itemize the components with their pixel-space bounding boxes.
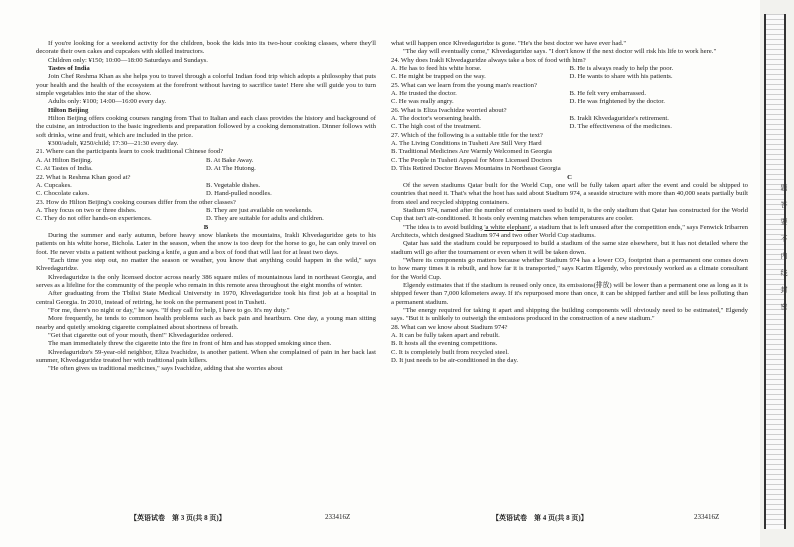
option-a: A. The doctor's worsening health. [391, 115, 482, 123]
option-row [36, 215, 376, 223]
seal-char: 答 [780, 201, 788, 209]
paragraph: Elgendy estimates that if the stadium is reused only once, its emissions(排放) will be lower than a permanent one as long as it is shipped fewer than 7,000 kilometers away. If it's repurposed more than once, it can be shipped farther and still be less polluting than a permanent stadium. [391, 281, 748, 306]
left-column [36, 40, 376, 374]
exam-code-right: 233416Z [694, 513, 720, 521]
option-d: D. Hand-pulled noodles. [206, 190, 272, 198]
question-stem: 21. Where can the participants learn to cook traditional Chinese food? [36, 148, 224, 156]
seal-char: 题 [780, 184, 788, 192]
option-row [36, 165, 376, 173]
seal-char: 封 [780, 286, 788, 294]
paragraph: Of the seven stadiums Qatar built for the World Cup, one will be fully taken apart after the event and could be shipped to countries that need it. That's what the host has said about Stadium 974, a seaside structure with more than 40,000 seats partially built from steel and recycled shipping containers. [391, 181, 748, 206]
option-row [36, 207, 376, 215]
section-title: Tastes of India [48, 65, 90, 73]
paragraph: Khvedaguridze's 59-year-old neighbor, Eliza Ivachidze, is another patient. When she complained of pain in her back last summer, Khvedaguridze treated her with traditional pain killers. [36, 348, 376, 365]
paragraph: Qatar has said the stadium could be repurposed to build a stadium of the same size elsewhere, but it has not detailed where the stadium will go after the tournament or even when it will be taken down. [391, 240, 748, 256]
option-b: B. Traditional Medicines Are Warmly Welcomed in Georgia [391, 148, 552, 156]
question-stem: 24. Why does Irakli Khvedaguridze always take a box of food with him? [391, 56, 586, 64]
option-c: C. It is completely built from recycled steel. [391, 348, 509, 356]
paragraph [391, 224, 748, 241]
paragraph: "For me, there's no night or day," he says. "If they call for help, I have to go. It's my duty." [48, 307, 290, 314]
section-heading-c: C [567, 173, 572, 181]
quote-end: , a stadium that is left unused after the competition ends," says Fenwick Iribarren Architects, which designed Stadium 974 and two other World Cup stadiums. [391, 223, 749, 239]
binding-seal-text [777, 180, 791, 370]
paragraph: Hilton Beijing offers cooking courses ranging from Thai to Italian and each class provides the history and background of the cuisine, an introduction to the basic ingredients and preparation followed by a cooking demonstration. Dinner follows with soft drinks, wine and fruit, which are included in the price. [36, 115, 376, 139]
option-row [391, 115, 748, 123]
right-column [391, 40, 748, 365]
option-row [391, 98, 748, 106]
question-stem: 26. What is Eliza Ivachidze worried about? [391, 106, 507, 114]
question-stem: 22. What is Reshma Khan good at? [36, 173, 131, 181]
paragraph: During the summer and early autumn, before heavy snow blankets the mountains, Irakli Khvedaguridze gets to his patients on his white horse, Bichola. Later in the season, when the snow is too deep for the horse to go, he can only travel on foot. He never visits a patient without packing a knife, a gun and a box of food that will last for at least two days. [36, 231, 376, 256]
option-row [391, 90, 748, 98]
paragraph: If you're looking for a weekend activity for the children, book the kids into its two-hour cooking classes, where they'll decorate their own cakes and cupcakes with skilled instructors. [36, 40, 376, 56]
seal-char: 要 [780, 218, 788, 226]
option-a: A. He has to feed his white horse. [391, 65, 482, 73]
option-d: D. They are suitable for adults and children. [206, 215, 324, 223]
option-row [391, 73, 748, 81]
seal-char: 不 [780, 235, 788, 243]
option-b: B. Vegetable dishes. [206, 181, 261, 189]
option-row [391, 123, 748, 131]
option-row [391, 65, 748, 73]
seal-char: 密 [780, 303, 788, 311]
paragraph: The man immediately threw the cigarette into the fire in front of him and has stopped smoking since then. [48, 340, 332, 348]
question-stem: 27. Which of the following is a suitable title for the text? [391, 131, 543, 139]
option-c: C. The People in Tusheti Appeal for More Licensed Doctors [391, 156, 553, 164]
paragraph: Adults only: ¥100; 14:00—16:00 every day. [48, 98, 167, 106]
paragraph: "The day will eventually come," Khvedaguridze says. "I don't know if the next doctor will risk his life to work here." [403, 48, 717, 56]
option-b: B. At Bake Away. [206, 156, 254, 164]
paragraph: Khvedaguridze is the only licensed doctor across nearly 386 square miles of mountainous land in northeast Georgia, and serves as a lifeline for the community of the people who remain in this remote area throughout the eight months of winter. [36, 273, 376, 289]
option-a: A. It can be fully taken apart and rebuilt. [391, 332, 500, 340]
option-a: A. Cupcakes. [36, 181, 72, 189]
paragraph: "Each time you step out, no matter the season or weather, you know that anything could happen in the wild," says Khvedaguridze. [36, 256, 376, 273]
paragraph: Children only: ¥150; 10:00—18:00 Saturdays and Sundays. [48, 56, 208, 64]
option-c: C. The high cost of the treatment. [391, 123, 481, 131]
underlined-phrase: 'a white elephant' [484, 223, 531, 231]
question-stem: 25. What can we learn from the young man's reaction? [391, 81, 537, 89]
seal-char: 线 [780, 269, 788, 277]
paragraph: More frequently, he tends to common health problems such as back pain and heartburn. One day, a young man sitting nearby and quietly smoking cigarette complained about shortness of breath. [36, 315, 376, 331]
option-c: C. At Tastes of India. [36, 165, 93, 173]
paragraph: ¥300/adult, ¥250/child; 17:30—21:30 every day. [48, 140, 179, 148]
option-d: D. This Retired Doctor Braves Mountains in Northeast Georgia [391, 165, 561, 173]
question-stem: 28. What can we know about Stadium 974? [391, 323, 508, 331]
paragraph: "The energy required for taking it apart and shipping the building components will obviously need to be estimated," Elgendy says. "But it is unlikely to outweigh the emissions produced in the construction of a new stadium." [391, 307, 748, 323]
paragraph: "Where its components go matters because whether Stadium 974 has a lower CO₂ footprint than a permanent one comes down to how many times it is rebuilt, and how far it is transported," says Karim Elgendy, who previously worked as a climate consultant for the World Cup. [391, 256, 748, 281]
option-d: D. At The Hutong. [206, 165, 256, 173]
page-footer-right: 【英语试卷 第 4 页(共 8 页)】 [492, 514, 588, 522]
option-b: B. Irakli Khvedaguridze's retirement. [569, 115, 669, 123]
question-stem: 23. How do Hilton Beijing's cooking courses differ from the other classes? [36, 198, 236, 206]
option-a: A. They focus on two or three dishes. [36, 206, 137, 214]
section-heading-b: B [203, 223, 209, 231]
paragraph: After graduating from the Tbilisi State Medical University in 1970, Khvedaguridze took his first job at a hospital in central Georgia. In 2010, instead of retiring, he took on the permanent post in Tusheti. [36, 290, 376, 306]
option-d: D. He wants to share with his patients. [569, 73, 673, 81]
option-a: A. The Living Conditions in Tusheti Are Still Very Hard [391, 140, 542, 148]
paragraph: "Get that cigarette out of your mouth, then!" Khvedaguridze ordered. [48, 332, 234, 340]
seal-char: 内 [780, 252, 788, 260]
option-c: C. He was really angry. [391, 98, 454, 106]
option-b: B. It hosts all the evening competitions. [391, 340, 498, 348]
option-b: B. He felt very embarrassed. [569, 90, 647, 98]
paragraph: what will happen once Khvedaguridze is gone. "He's the best doctor we have ever had." [391, 40, 627, 47]
option-b: B. They are just available on weekends. [206, 206, 313, 214]
option-c: C. They do not offer hands-on experiences. [36, 215, 152, 223]
option-row [36, 190, 376, 198]
page-footer-left: 【英语试卷 第 3 页(共 8 页)】 [130, 514, 226, 522]
option-c: C. Chocolate cakes. [36, 190, 90, 198]
option-a: A. He trusted the doctor. [391, 90, 457, 98]
option-d: D. The effectiveness of the medicines. [569, 123, 672, 131]
option-a: A. At Hilton Beijing. [36, 156, 93, 164]
paragraph: "He often gives us traditional medicines," says Ivachidze, adding that she worries about [48, 365, 283, 373]
option-row [36, 157, 376, 165]
paragraph: Stadium 974, named after the number of containers used to build it, is the only stadium that Qatar has constructed for the World Cup that isn't air-conditioned. It hosts only evening matches when temperatures are cooler. [391, 206, 748, 223]
option-d: D. It just needs to be air-conditioned in the day. [391, 357, 519, 365]
option-row [36, 182, 376, 190]
option-d: D. He was frightened by the doctor. [569, 98, 665, 106]
paragraph: Join Chef Reshma Khan as she helps you to travel through a colorful Indian food trip which adopts a philosophy that puts your health and the health of the ecosystem at the forefront without having to sacrifice taste! Here she will guide you to turn simple vegetables into the star of the show. [36, 73, 376, 98]
option-c: C. He might be trapped on the way. [391, 73, 486, 81]
section-title: Hilton Beijing [48, 106, 89, 114]
option-b: B. He is always ready to help the poor. [569, 65, 674, 73]
quote-start: "The idea is to avoid building [403, 223, 485, 231]
exam-code-left: 233416Z [325, 513, 351, 521]
